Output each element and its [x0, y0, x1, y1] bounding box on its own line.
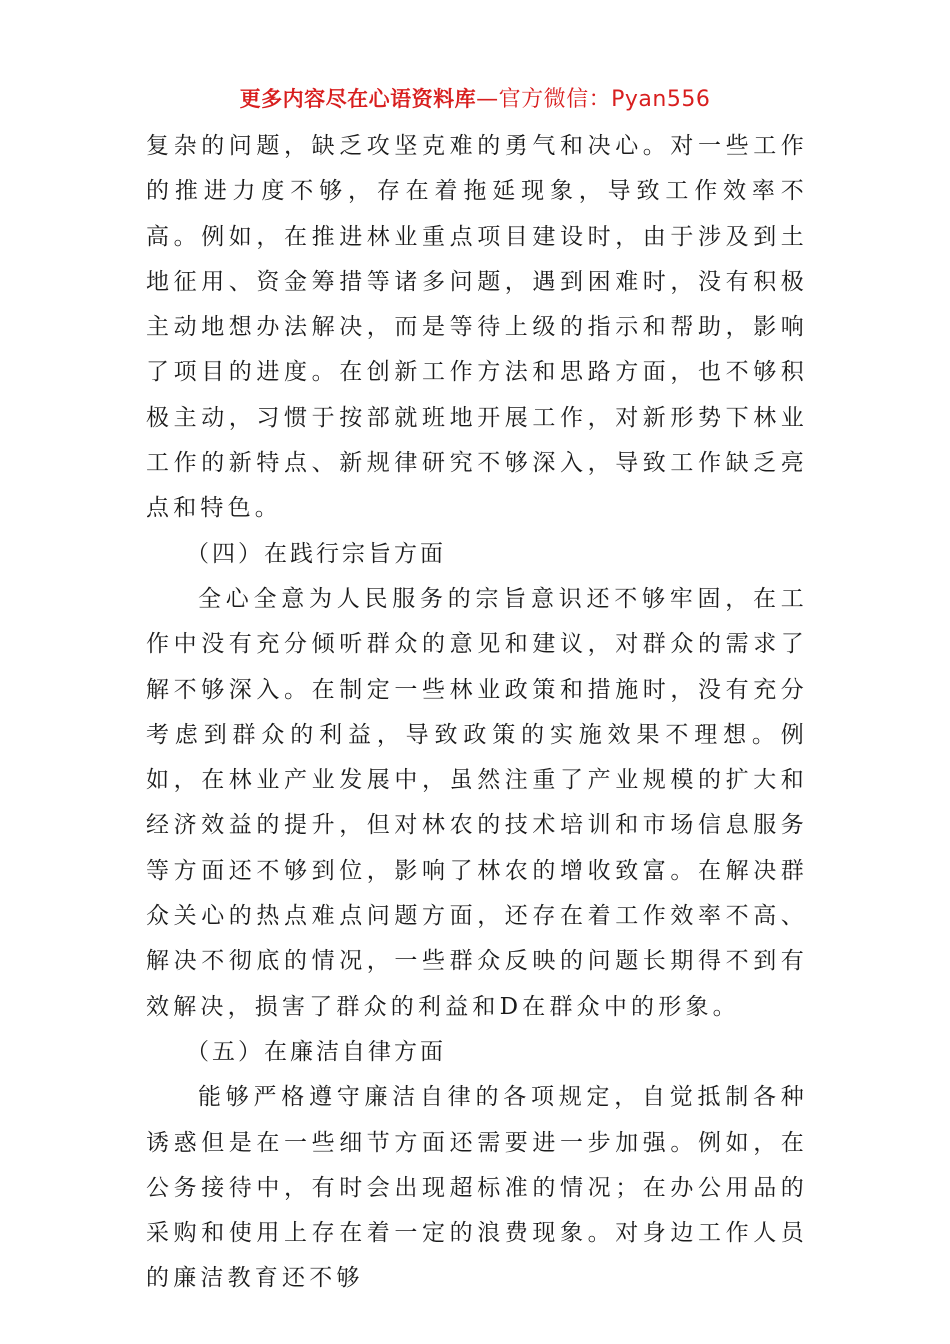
page-header-banner: [0, 82, 950, 113]
section-heading-5: （五）在廉洁自律方面: [186, 1038, 446, 1065]
paragraph-section-4: 全心全意为人民服务的宗旨意识还不够牢固，在工作中没有充分倾听群众的意见和建议，对群众的需求了解不够深入。在制定一些林业政策和措施时，没有充分考虑到群众的利益，导致政策的实施效果不理想。例如，在林业产业发展中，虽然注重了产业规模的扩大和经济效益的提升，但对林农的技术培训和市场信息服务等方面还不够到位，影响了林农的增收致富。在解决群众关心的热点难点问题方面，还存在着工作效率不高、解决不彻底的情况，一些群众反映的问题长期得不到有效解决，损害了群众的利益和D在群众中的形象。: [146, 585, 808, 1020]
paragraph-section-5: 能够严格遵守廉洁自律的各项规定，自觉抵制各种诱惑但是在一些细节方面还需要进一步加强。例如，在公务接待中，有时会出现超标准的情况；在办公用品的采购和使用上存在着一定的浪费现象。对身边工作人员的廉洁教育还不够: [146, 1084, 808, 1292]
wechat-contact: —官方微信：Pyan556: [476, 87, 711, 112]
paragraph-continued: 复杂的问题，缺乏攻坚克难的勇气和决心。对一些工作的推进力度不够，存在着拖延现象，导致工作效率不高。例如，在推进林业重点项目建设时，由于涉及到土地征用、资金筹措等诸多问题，遇到困难时，没有积极主动地想办法解决，而是等待上级的指示和帮助，影响了项目的进度。在创新工作方法和思路方面，也不够积极主动，习惯于按部就班地开展工作，对新形势下林业工作的新特点、新规律研究不够深入，导致工作缺乏亮点和特色。: [146, 133, 808, 522]
document-body: [146, 124, 808, 1302]
section-heading-4: （四）在践行宗旨方面: [186, 540, 446, 567]
banner-text: 更多内容尽在心语资料库: [239, 87, 477, 111]
